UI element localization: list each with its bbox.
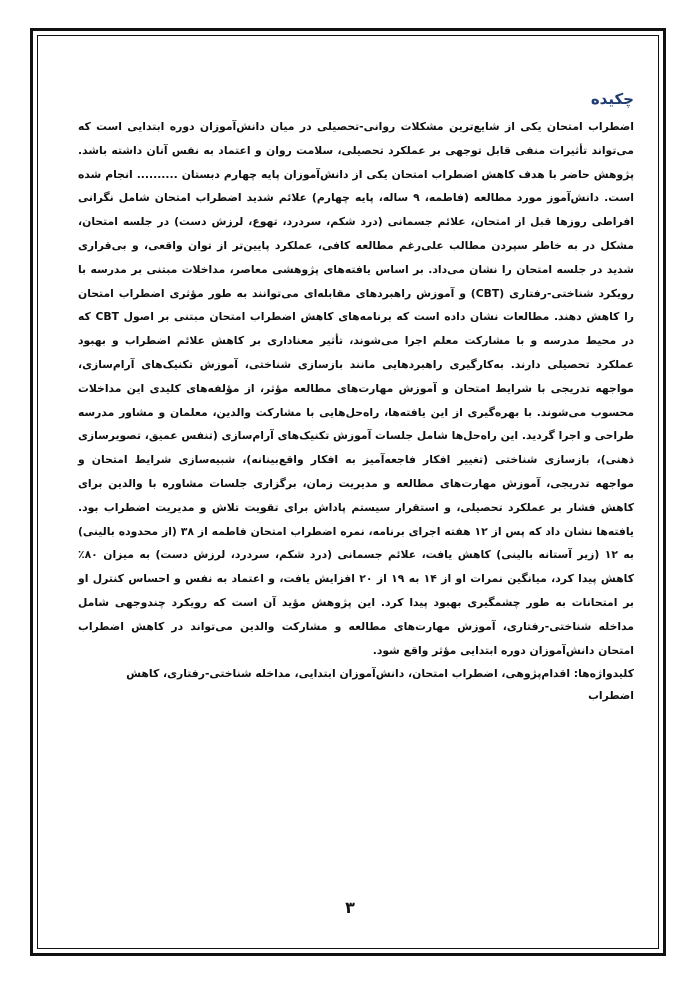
page-number: ۳: [345, 898, 355, 917]
abstract-body: اضطراب امتحان یکی از شایع‌ترین مشکلات روانی-تحصیلی در میان دانش‌آموزان دوره ابتدایی است که می‌تواند تأثیرات منفی قابل توجهی بر عملکرد تحصیلی، سلامت روان و اعتماد به نفس آنان داشته باشد. پژوهش حاضر با هدف کاهش اضطراب امتحان یکی از دانش‌آموزان پایه چهارم دبستان .......... انجام شده است. دانش‌آموز مورد مطالعه (فاطمه، ۹ ساله، پایه چهارم) علائم شدید اضطراب امتحان شامل نگرانی افراطی روزها قبل از امتحان، علائم جسمانی (درد شکم، سردرد، تهوع، لرزش دست) در جلسه امتحان، مشکل در به خاطر سپردن مطالب علی‌رغم مطالعه کافی، عملکرد پایین‌تر از توان واقعی، و بی‌قراری شدید در جلسه امتحان را نشان می‌داد. بر اساس یافته‌های پژوهشی معاصر، مداخلات مبتنی بر مدرسه با رویکرد شناختی-رفتاری (CBT) و آموزش راهبردهای مقابله‌ای می‌توانند به طور مؤثری اضطراب امتحان را کاهش دهند. مطالعات نشان داده است که برنامه‌های کاهش اضطراب امتحان مبتنی بر اصول CBT که در محیط مدرسه و با مشارکت معلم اجرا می‌شوند، تأثیر معناداری بر کاهش علائم اضطراب و بهبود عملکرد تحصیلی دارند. به‌کارگیری راهبردهایی مانند بازسازی شناختی، آموزش تکنیک‌های آرام‌سازی، مواجهه تدریجی با شرایط امتحان و آموزش مهارت‌های مطالعه مؤثر، از مؤلفه‌های کلیدی این مداخلات محسوب می‌شوند. با بهره‌گیری از این یافته‌ها، راه‌حل‌هایی با مشارکت والدین، معلمان و مشاور مدرسه طراحی و اجرا گردید. این راه‌حل‌ها شامل جلسات آموزش تکنیک‌های آرام‌سازی (تنفس عمیق، تصویرسازی ذهنی)، بازسازی شناختی (تغییر افکار فاجعه‌آمیز به افکار واقع‌بینانه)، شبیه‌سازی شرایط امتحان و مواجهه تدریجی، آموزش مهارت‌های مطالعه و مدیریت زمان، برگزاری جلسات مشاوره با والدین برای کاهش فشار بر عملکرد تحصیلی، و استقرار سیستم پاداش برای تقویت تلاش و مدیریت اضطراب بود. یافته‌ها نشان داد که پس از ۱۲ هفته اجرای برنامه، نمره اضطراب امتحان فاطمه از ۳۸ (از محدوده بالینی) به ۱۲ (زیر آستانه بالینی) کاهش یافت، علائم جسمانی (درد شکم، سردرد، لرزش دست) به میزان ۸۰٪ کاهش پیدا کرد، میانگین نمرات او از ۱۴ به ۱۹ از ۲۰ افزایش یافت، و اعتماد به نفس و احساس کنترل او بر امتحانات به طور چشمگیری بهبود پیدا کرد. این پژوهش مؤید آن است که رویکرد چندوجهی شامل مداخله شناختی-رفتاری، آموزش مهارت‌های مطالعه و مشارکت والدین می‌تواند در کاهش اضطراب امتحان دانش‌آموزان دوره ابتدایی مؤثر واقع شود.: [77, 120, 635, 657]
abstract-section: [78, 88, 634, 707]
keywords-line: کلیدواژه‌ها: اقدام‌پژوهی، اضطراب امتحان، دانش‌آموزان ابتدایی، مداخله شناختی-رفتاری، کاهش اضطراب: [126, 667, 634, 703]
abstract-heading: چکیده: [590, 90, 634, 108]
